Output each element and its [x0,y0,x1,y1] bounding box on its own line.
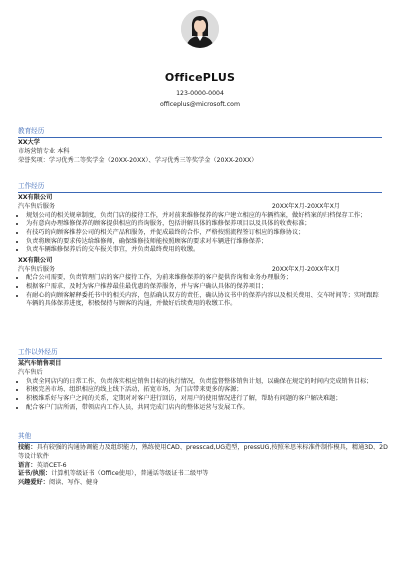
project-duties [18,378,382,413]
email-address: officeplus@microsoft.com [160,101,240,108]
hobby-text: 阅读、写作、健身 [48,478,99,486]
job-entry [18,194,382,255]
work-section [18,182,382,309]
candidate-name: OfficePLUS [164,71,236,84]
certificate-label: 证书/执照： [18,470,52,478]
list-item: • 负责车辆维修保养后的交车报关事宜，并负责最终费用的收缴。 [26,246,382,255]
hobby-label: 兴趣爱好： [18,478,49,486]
company-name: XX有限公司 [18,194,53,202]
hobby-line [18,479,382,488]
list-item: • 根据客户需求，及时为客户推荐最佳最优惠的保养服务，并与客户确认具体的保养项目； [26,283,382,292]
phone-number: 123-0000-0004 [176,90,224,97]
list-item: • 负责全同店内的日常工作，负责落实相应销售目标的执行情况，负责监督整体销售计划，以确保在规定的时间内完成销售目标； [26,378,382,387]
job-period: 20XX年X月-20XX年X月 [271,265,340,273]
skills-line [18,444,388,453]
profile-photo [181,10,219,48]
skills-text-continued: 等设计软件 [18,452,49,460]
list-item: • 配合客户门店所需，带领店内工作人员，共同完成门店内的整体运营与发展工作。 [26,404,382,413]
list-item: • 负责将顾客的要求传达给维修师，确保维修技师能按照顾客的要求对车辆进行维修保养； [26,238,382,247]
school-name: XX大学 [18,139,40,147]
job-role: 汽车售后服务 [18,202,56,210]
skills-text: 具有较强的沟通协调能力及组织能力，熟练使用CAD、presscad,UG造型，pressUG,按照米思米标准件制作模具，精通3D、2D [36,444,388,452]
other-section [18,432,388,488]
language-line [18,462,382,471]
list-item: • 有耐心的向顾客解释委托书中的相关内容，包括确认双方的责任，确认协议书中的保养内容以及相关费用、交车时间等；实时跟踪车辆的具体保养进度，积极保持与顾客的沟通，并做好后续费用的收缴工作。 [26,292,382,309]
list-item: • 有技巧的向顾客推荐公司的相关产品和服务，并促成最终的合作，严格按照流程签订相应的维修协议； [26,229,382,238]
section-title-extra: 工作以外经历 [18,348,382,359]
job-duties [18,212,382,255]
language-text: 英语CET-6 [36,461,67,469]
list-item: • 配合公司需要，负责管理门店的客户接待工作，为前来维修保养的客户提供咨询和业务办理服务； [26,274,382,283]
extra-experience-section [18,348,382,412]
language-label: 语言： [18,461,37,469]
project-name: 某汽车销售项目 [18,360,62,368]
section-title-other: 其他 [18,432,382,443]
list-item: • 积极完善市场、组织相应的线上线下活动，拓宽市场，为门店带来更多的客源； [26,386,382,395]
job-duties [18,274,382,309]
certificate-line [18,470,382,479]
list-item: • 为有意向办理维修保养的顾客提供相应的咨询服务，包括讲解具体的维修保养项目以及具体的收费标准； [26,220,382,229]
list-item: • 积极维系好与客户之间的关系，定期对对客户进行回访，对用户的使用情况进行了解，帮助有问题的客户解决难题； [26,395,382,404]
job-role: 汽车售后服务 [18,265,56,273]
certificate-text: 计算机等级证书（Office使用），普通话等级证书二级甲等 [51,470,209,478]
section-title-work: 工作经历 [18,182,382,193]
company-name: XX有限公司 [18,256,53,264]
person-avatar-icon [181,10,219,48]
honors: 荣誉奖项：学习优秀二等奖学金（20XX-20XX）、学习优秀三等奖学金（20XX-20XX） [18,156,258,164]
skills-label: 技能： [18,444,37,452]
education-section [18,127,382,165]
list-item: • 规划公司的相关规章制度，负责门店的接待工作，并对前来维修保养的客户建立相应的车辆档案，做好档案的归档保存工作； [26,212,382,221]
section-title-education: 教育经历 [18,127,382,138]
project-role: 汽车售后 [18,368,43,376]
major: 市场营销专业 本科 [18,147,70,155]
job-entry [18,257,382,309]
job-period: 20XX年X月-20XX年X月 [271,202,340,210]
